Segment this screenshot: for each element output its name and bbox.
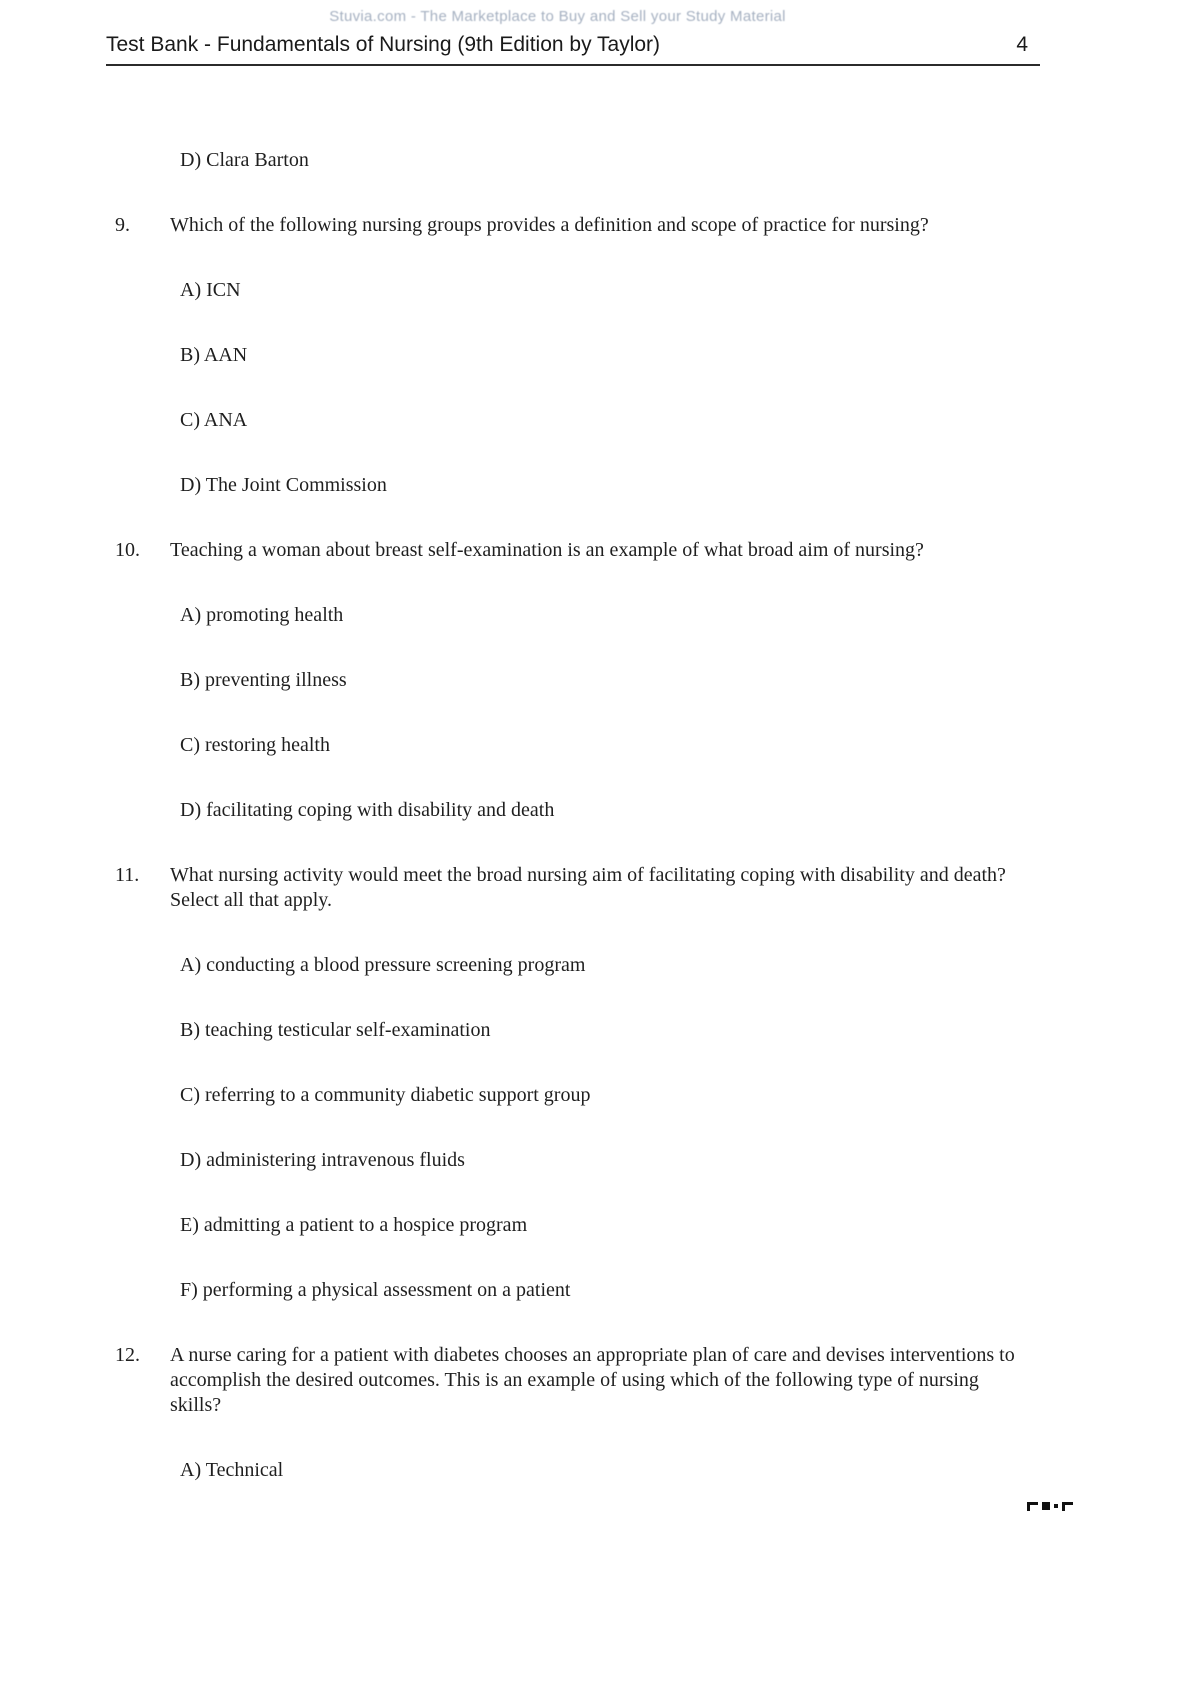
question-head: [115, 1343, 1191, 1418]
answer-option: B) AAN: [180, 344, 248, 366]
question-text: What nursing activity would meet the broad nursing aim of facilitating coping with disability and death? Select all that apply.: [170, 864, 1006, 911]
answer-option: C) restoring health: [180, 734, 330, 756]
answer-option: C) referring to a community diabetic support group: [180, 1084, 591, 1106]
answer-option: E) admitting a patient to a hospice program: [180, 1214, 528, 1236]
mark-fragment: [1042, 1502, 1049, 1510]
mark-fragment: [1027, 1502, 1038, 1511]
answer-option: D) administering intravenous fluids: [180, 1149, 465, 1171]
answer-option: B) preventing illness: [180, 669, 347, 691]
question-9: [115, 213, 1191, 498]
question-12: [115, 1343, 1191, 1483]
question-11: [115, 863, 1191, 1303]
question-number: 11.: [115, 864, 140, 886]
answer-option: A) ICN: [180, 279, 241, 301]
question-number: 10.: [115, 539, 140, 561]
questions-content: [0, 62, 1191, 1483]
question-text: Teaching a woman about breast self-examination is an example of what broad aim of nursing?: [170, 539, 924, 561]
mark-fragment: [1062, 1502, 1073, 1511]
answer-option: F) performing a physical assessment on a patient: [180, 1279, 571, 1301]
page-number: 4: [1016, 33, 1028, 56]
answer-option: D) Clara Barton: [180, 149, 309, 171]
question-number: 12.: [115, 1344, 140, 1366]
answer-option: D) The Joint Commission: [180, 474, 387, 496]
question-10: [115, 538, 1191, 823]
answer-option: A) conducting a blood pressure screening program: [180, 954, 586, 976]
answer-option: A) promoting health: [180, 604, 344, 626]
question-text: Which of the following nursing groups provides a definition and scope of practice for nursing?: [170, 214, 929, 236]
watermark-text: Stuvia.com - The Marketplace to Buy and Sell your Study Material: [329, 8, 786, 25]
answer-option: B) teaching testicular self-examination: [180, 1019, 491, 1041]
question-head: [115, 863, 1191, 913]
answer-option: A) Technical: [180, 1459, 284, 1481]
question-text: A nurse caring for a patient with diabetes chooses an appropriate plan of care and devises interventions to accomplish the desired outcomes. This is an example of using which of the following type of nursing skills?: [170, 1344, 1015, 1416]
question-head: [115, 538, 1191, 563]
answer-option: D) facilitating coping with disability and death: [180, 799, 555, 821]
document-title: Test Bank - Fundamentals of Nursing (9th Edition by Taylor): [106, 33, 661, 56]
question-number: 9.: [115, 214, 130, 236]
watermark-container: [0, 0, 1191, 30]
question-head: [115, 213, 1191, 238]
answer-option: C) ANA: [180, 409, 248, 431]
mark-fragment: [1054, 1504, 1058, 1508]
stuvia-mark-icon: [1027, 1500, 1073, 1512]
